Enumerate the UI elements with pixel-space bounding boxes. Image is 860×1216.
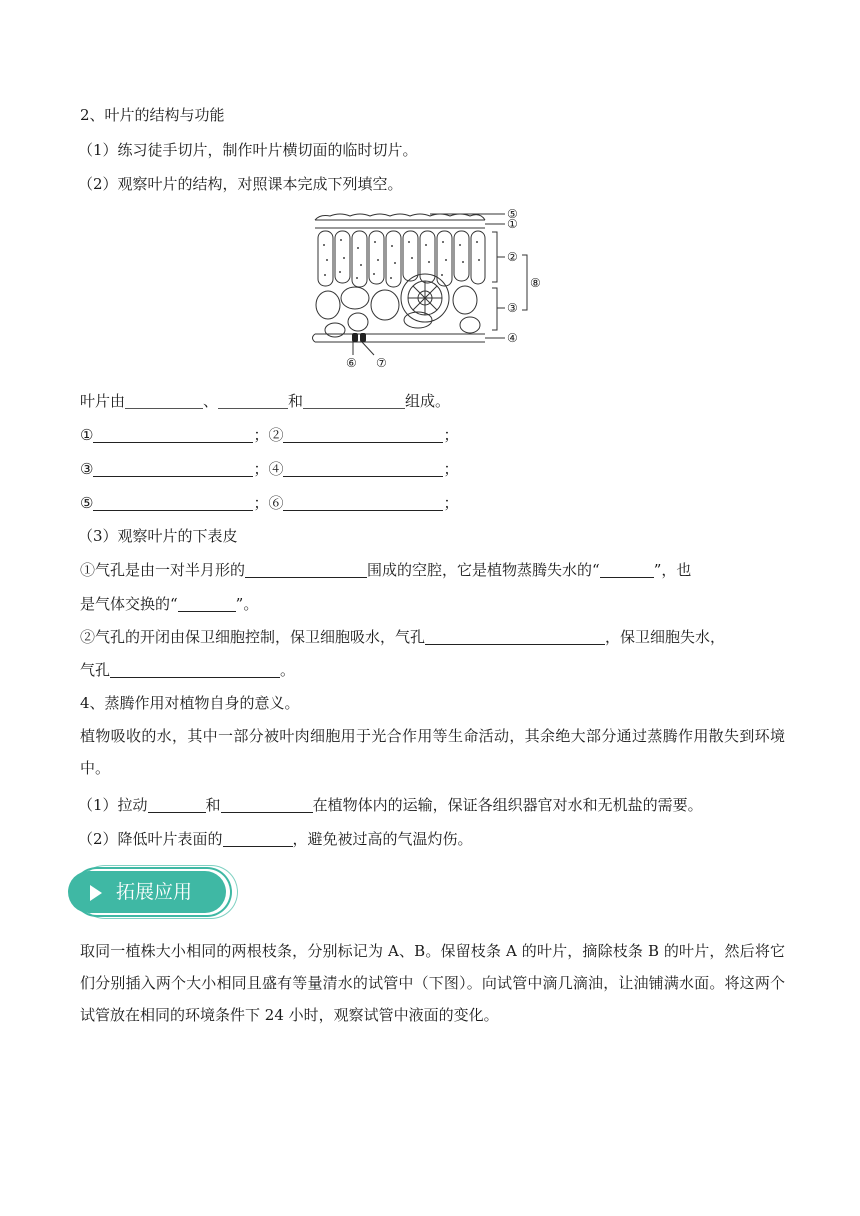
blank[interactable] (303, 392, 405, 409)
blank[interactable] (110, 661, 280, 678)
blank[interactable] (178, 595, 236, 612)
section-heading: 2、叶片的结构与功能 (80, 106, 225, 124)
blank[interactable] (425, 628, 605, 645)
item-3: （3）观察叶片的下表皮 (78, 527, 238, 545)
label-row: ① ；② ； (80, 426, 459, 444)
application-paragraph: 取同一植株大小相同的两根枝条，分别标记为 A、B。保留枝条 A 的叶片，摘除枝条 B 的叶片，然后将它们分别插入两个大小相同且盛有等量清水的试管中（下图）。向试管中滴几滴油，让油铺满水面。将这两个试管放在相同的环境条件下 24 小时，观察试管中液面的变化。 (80, 942, 785, 1024)
composition-fill-line: 叶片由 、 和 组成。 (80, 392, 451, 410)
stoma-sentence-2: ②气孔的开闭由保卫细胞控制，保卫细胞吸水，气孔 ，保卫细胞失水， (80, 628, 726, 646)
marker-6: ⑥ (346, 356, 357, 370)
stoma-sentence-1-cont: 是气体交换的“ ”。 (80, 595, 259, 613)
stoma-sentence-1: ①气孔是由一对半月形的 围成的空腔，它是植物蒸腾失水的“ ”，也 (80, 561, 692, 579)
section-heading-4: 4、蒸腾作用对植物自身的意义。 (80, 694, 300, 712)
blank[interactable] (125, 392, 203, 409)
sec4-item-2: （2）降低叶片表面的 ，避免被过高的气温灼伤。 (78, 830, 473, 848)
blank[interactable] (148, 796, 206, 813)
badge-pill (68, 871, 226, 913)
badge-label: 拓展应用 (116, 881, 193, 903)
leaf-cross-section-diagram (300, 200, 560, 380)
blank-6[interactable] (283, 494, 443, 511)
extension-badge (68, 865, 238, 921)
blank[interactable] (221, 796, 313, 813)
blank-4[interactable] (283, 460, 443, 477)
transpiration-paragraph: 植物吸收的水，其中一部分被叶肉细胞用于光合作用等生命活动，其余绝大部分通过蒸腾作用散失到环境中。 (80, 727, 785, 777)
item-2: （2）观察叶片的结构，对照课本完成下列填空。 (78, 175, 403, 193)
blank[interactable] (600, 561, 654, 578)
marker-1: ① (507, 217, 518, 231)
marker-2: ② (507, 250, 518, 264)
sec4-item-1: （1）拉动 和 在植物体内的运输，保证各组织器官对水和无机盐的需要。 (78, 796, 703, 814)
blank[interactable] (223, 830, 293, 847)
marker-4: ④ (507, 331, 518, 345)
blank-2[interactable] (283, 426, 443, 443)
blank[interactable] (218, 392, 288, 409)
blank-1[interactable] (93, 426, 253, 443)
play-icon (90, 885, 102, 901)
marker-8: ⑧ (530, 276, 541, 290)
item-1: （1）练习徒手切片，制作叶片横切面的临时切片。 (78, 141, 418, 159)
label-row: ③ ；④ ； (80, 460, 459, 478)
marker-3: ③ (507, 301, 518, 315)
marker-7: ⑦ (376, 356, 387, 370)
blank-3[interactable] (93, 460, 253, 477)
blank-5[interactable] (93, 494, 253, 511)
stoma-sentence-2-cont: 气孔 。 (80, 661, 296, 679)
marker-5: ⑤ (507, 207, 518, 221)
blank[interactable] (245, 561, 367, 578)
label-row: ⑤ ；⑥ ； (80, 494, 459, 512)
